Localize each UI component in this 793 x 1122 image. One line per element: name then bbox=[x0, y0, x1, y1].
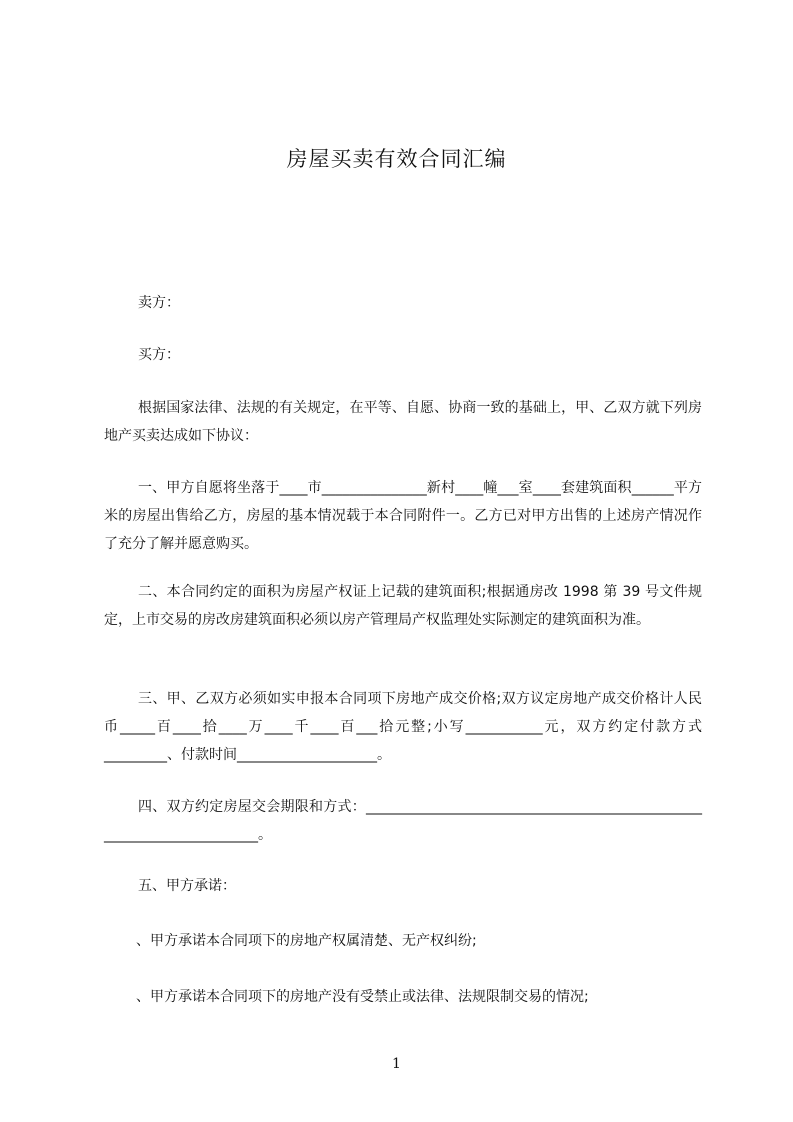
clause-1-paragraph: 一、甲方自愿将坐落于____市_______________新村____幢___室____套建筑面积______平方米的房屋出售给乙方，房屋的基本情况载于本合同附件一。乙方已对甲方出售的上述房产情况作了充分了解并愿意购买。 bbox=[104, 480, 702, 552]
seller-label: 卖方： bbox=[138, 295, 180, 311]
clause-3-paragraph: 三、甲、乙双方必须如实申报本合同项下房地产成交价格;双方议定房地产成交价格计人民币_____百____拾____万____千____百___拾元整;小写___________元，双方约定付款方式_________、付款时间____________________。 bbox=[104, 691, 702, 763]
clause-2-paragraph: 二、本合同约定的面积为房屋产权证上记载的建筑面积;根据通房改 1998 第 39 号文件规定，上市交易的房改房建筑面积必须以房产管理局产权监理处实际测定的建筑面积为准。 bbox=[104, 584, 702, 628]
clause-5-item-1: 、甲方承诺本合同项下的房地产权属清楚、无产权纠纷; bbox=[136, 933, 477, 949]
clause-4-paragraph: 四、双方约定房屋交会期限和方式：______________________________________________________________________。 bbox=[104, 799, 702, 843]
buyer-label: 买方： bbox=[138, 347, 180, 363]
page-number: 1 bbox=[392, 1056, 401, 1072]
clause-5-item-2: 、甲方承诺本合同项下的房地产没有受禁止或法律、法规限制交易的情况; bbox=[136, 989, 589, 1005]
preamble-paragraph: 根据国家法律、法规的有关规定，在平等、自愿、协商一致的基础上，甲、乙双方就下列房地产买卖达成如下协议： bbox=[104, 400, 702, 444]
document-title: 房屋买卖有效合同汇编 bbox=[286, 147, 507, 171]
clause-5-heading: 五、甲方承诺： bbox=[138, 878, 236, 894]
